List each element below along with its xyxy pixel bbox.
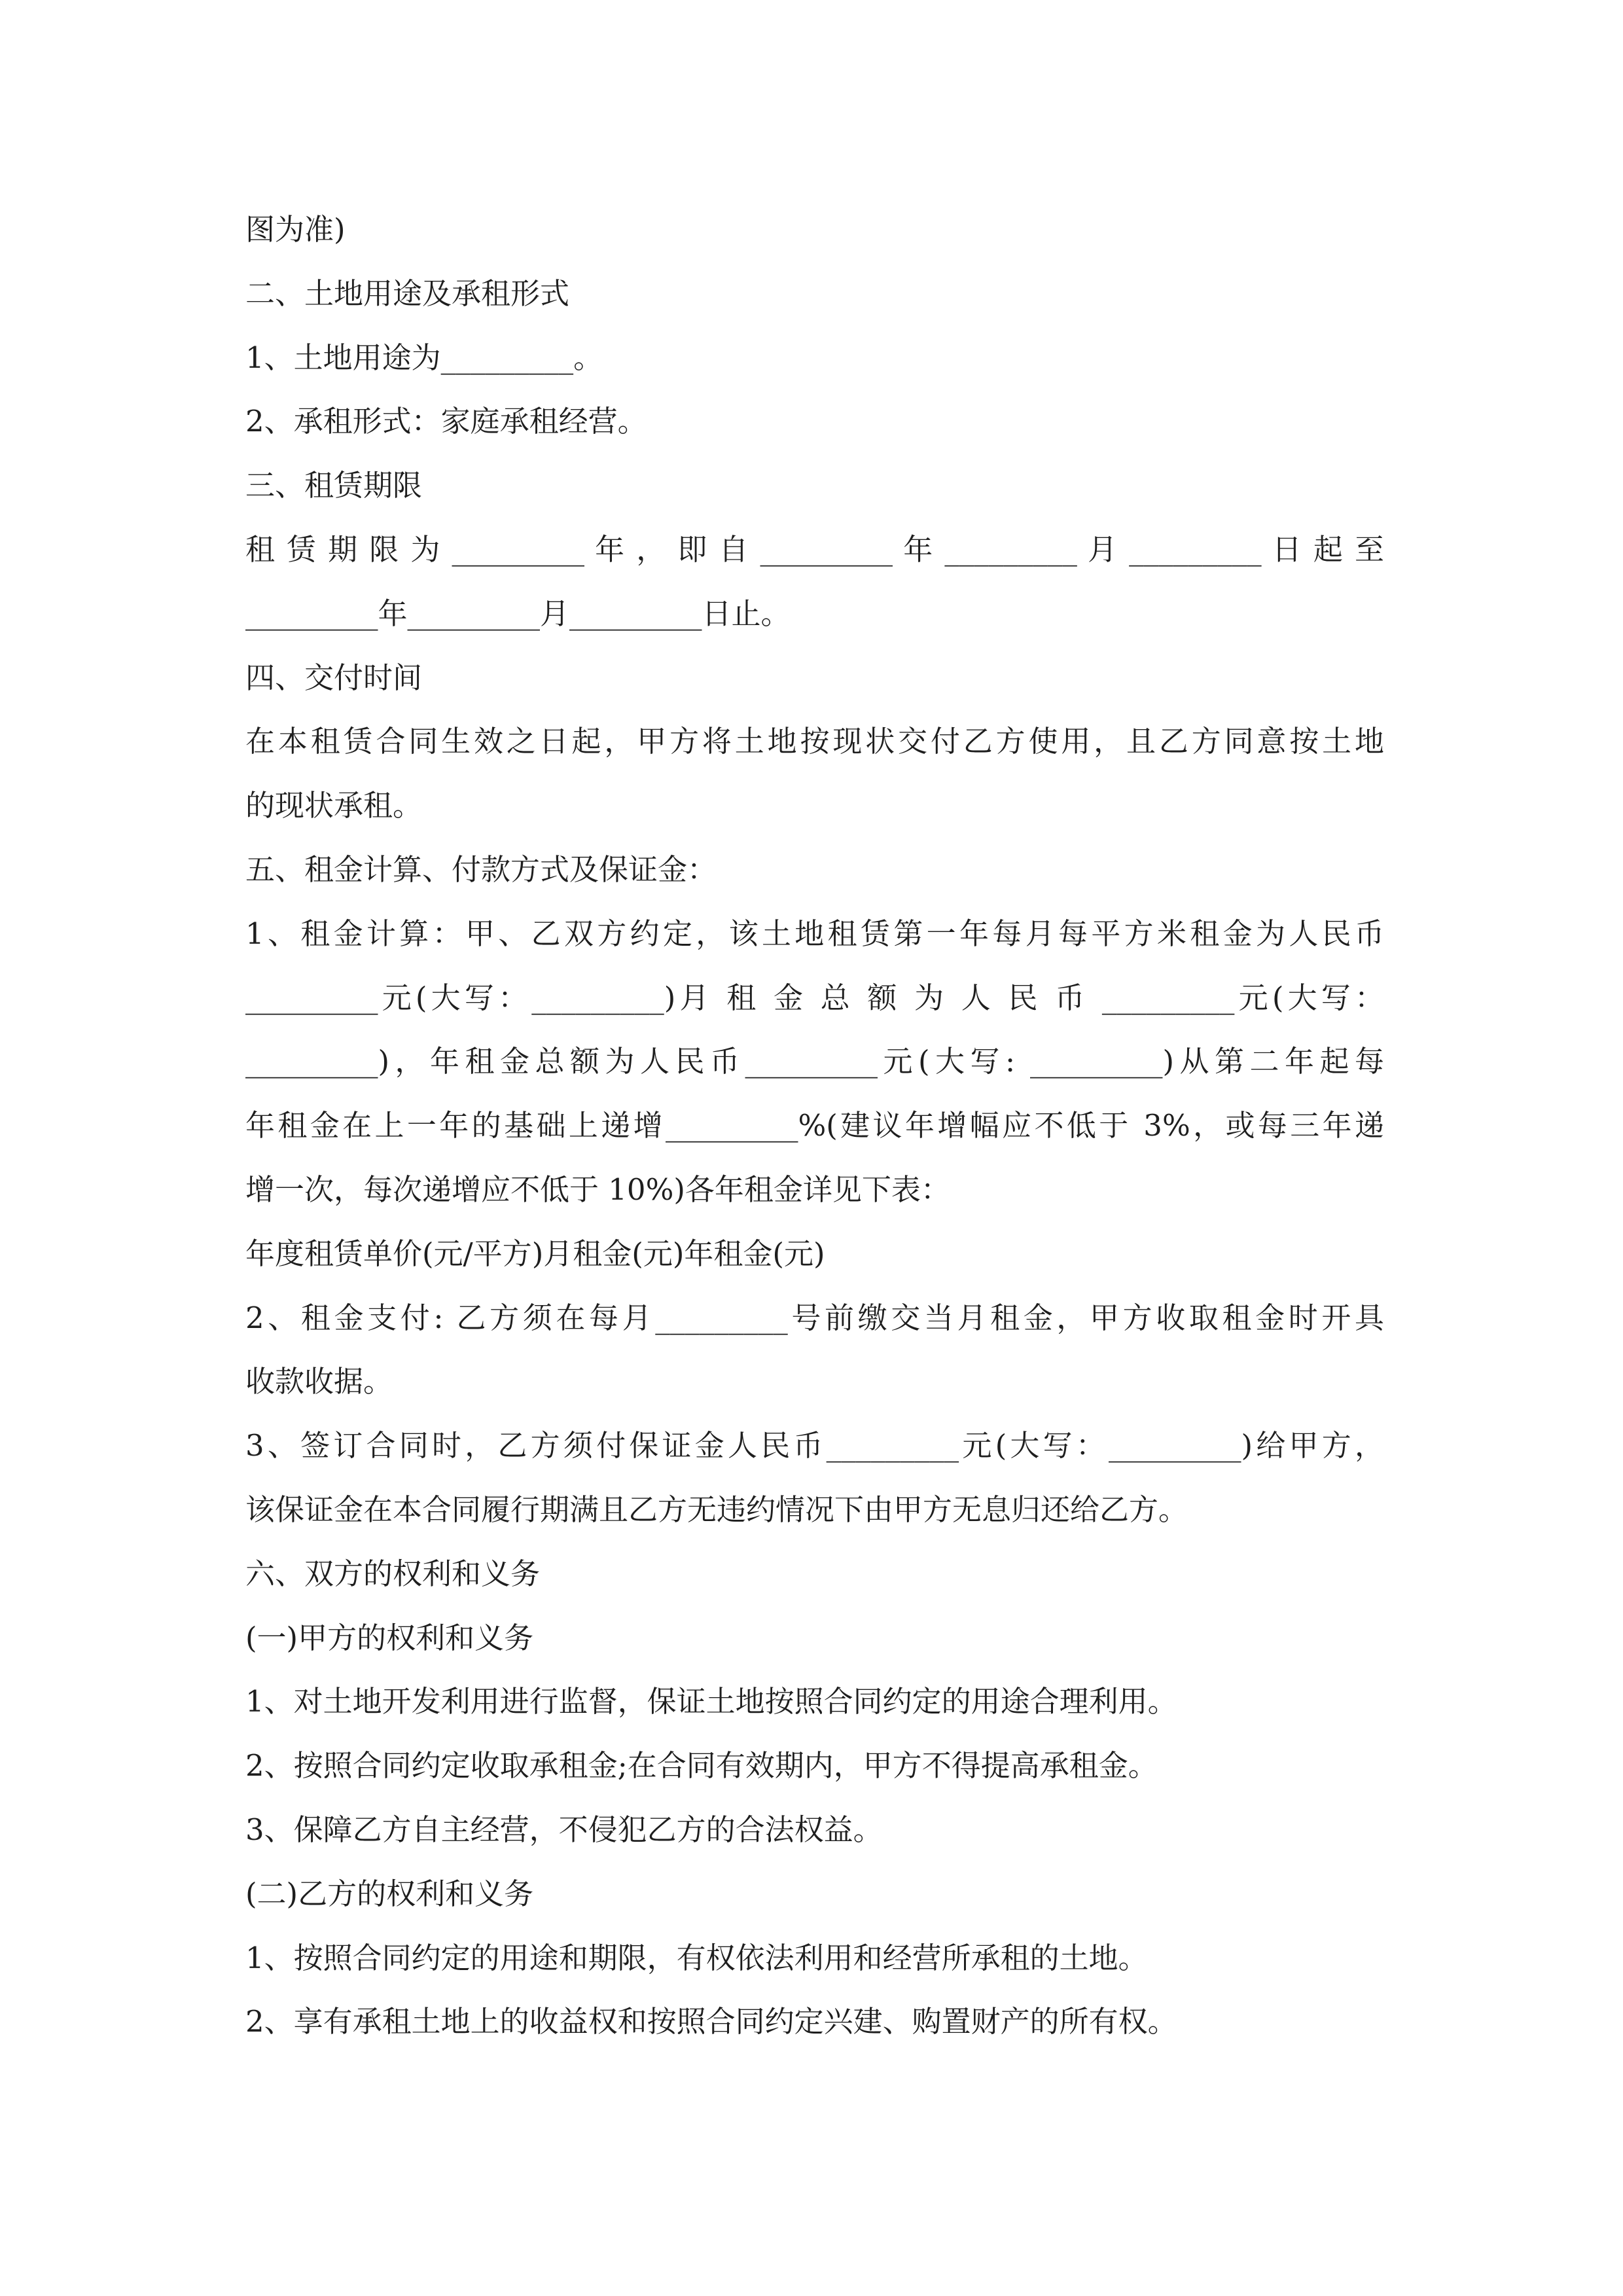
text-line: 3、签订合同时，乙方须付保证金人民币_________元(大写：_________)给甲方，: [245, 1428, 1384, 1463]
text-line: 的现状承租。: [245, 788, 423, 823]
section-heading: 六、双方的权利和义务: [245, 1556, 541, 1591]
text-line: 2、享有承租土地上的收益权和按照合同约定兴建、购置财产的所有权。: [245, 2004, 1177, 2039]
text-line: 增一次，每次递增应不低于 10%)各年租金详见下表：: [245, 1172, 950, 1207]
text-line: 1、按照合同约定的用途和期限，有权依法利用和经营所承租的土地。: [245, 1940, 1148, 1975]
subsection-heading: (一)甲方的权利和义务: [245, 1620, 534, 1655]
text-line: _________)，年租金总额为人民币_________元(大写: _________)从第二年起每: [245, 1044, 1384, 1079]
section-heading: 三、租赁期限: [245, 468, 423, 503]
text-line: _________年_________月_________日止。: [245, 596, 791, 631]
text-line: 2、租金支付: 乙方须在每月_________号前缴交当月租金，甲方收取租金时开具: [245, 1300, 1384, 1335]
rent-table-header: 年度租赁单价(元/平方)月租金(元)年租金(元): [245, 1236, 825, 1271]
text-line: 收款收据。: [245, 1364, 393, 1399]
text-line: 该保证金在本合同履行期满且乙方无违约情况下由甲方无息归还给乙方。: [245, 1492, 1188, 1527]
text-line: 图为准): [245, 212, 346, 247]
text-line: 1、土地用途为_________。: [245, 340, 603, 375]
section-heading: 五、租金计算、付款方式及保证金：: [245, 852, 717, 887]
text-line: 2、按照合同约定收取承租金;在合同有效期内，甲方不得提高承租金。: [245, 1748, 1158, 1784]
text-line: 年租金在上一年的基础上递增_________%(建议年增幅应不低于 3%，或每三年递: [245, 1108, 1384, 1143]
contract-text: [245, 198, 1384, 2054]
text-line: 在本租赁合同生效之日起，甲方将土地按现状交付乙方使用，且乙方同意按土地: [245, 724, 1384, 759]
text-line: 3、保障乙方自主经营，不侵犯乙方的合法权益。: [245, 1812, 883, 1847]
section-heading: 二、土地用途及承租形式: [245, 276, 570, 311]
text-line: 2、承租形式：家庭承租经营。: [245, 404, 647, 439]
subsection-heading: (二)乙方的权利和义务: [245, 1876, 534, 1911]
text-line: 1、对土地开发利用进行监督，保证土地按照合同约定的用途合理利用。: [245, 1684, 1177, 1719]
text-line: _________元(大写：_________)月 租 金 总 额 为 人 民 币 _________元(大写：: [245, 980, 1384, 1015]
section-heading: 四、交付时间: [245, 660, 423, 695]
text-line: 1、租金计算：甲、乙双方约定，该土地租赁第一年每月每平方米租金为人民币: [245, 916, 1384, 951]
text-line: 租 赁 期 限 为 _________ 年 ， 即 自 _________ 年 _________ 月 _________ 日 起 至: [245, 531, 1384, 567]
